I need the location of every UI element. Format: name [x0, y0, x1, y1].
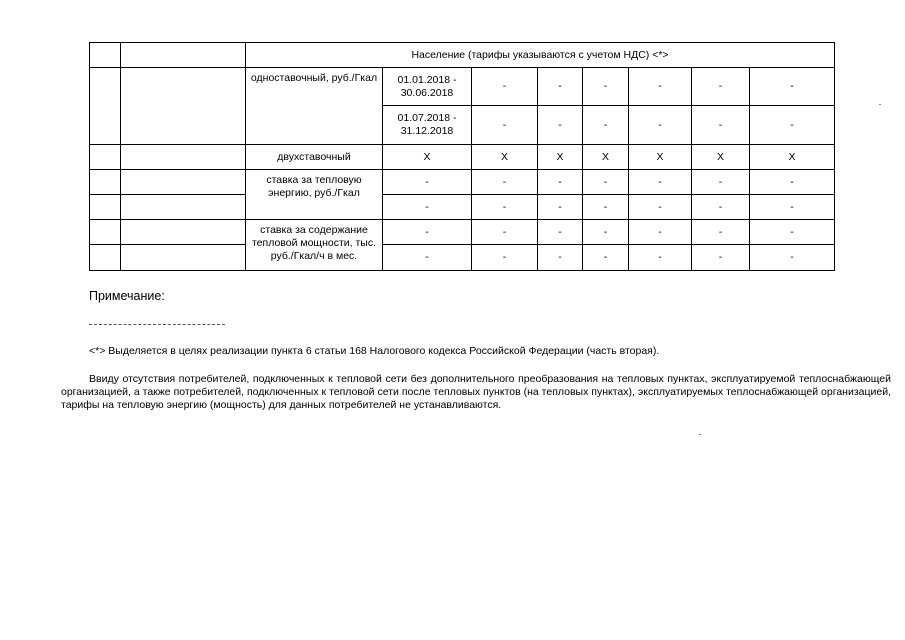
table-cell: X [538, 145, 583, 170]
note-heading: Примечание: [89, 289, 165, 303]
table-row [90, 245, 835, 271]
table-cell: - [750, 170, 835, 195]
table-cell: - [538, 106, 583, 145]
table-row [90, 145, 835, 170]
table-cell: - [538, 170, 583, 195]
table-cell: X [472, 145, 538, 170]
table-cell: - [472, 245, 538, 271]
energy-rate-label: ставка за тепловую энергию, руб./Гкал [246, 170, 383, 220]
table-cell: - [538, 68, 583, 106]
footnote-text: <*> Выделяется в целях реализации пункта 6 статьи 168 Налогового кодекса Российской Федерации (часть вторая). [89, 345, 660, 357]
table-row [90, 68, 835, 106]
table-cell: X [583, 145, 629, 170]
table-row [90, 220, 835, 245]
table-cell: - [583, 68, 629, 106]
table-cell: - [383, 195, 472, 220]
table-cell: - [750, 68, 835, 106]
table-cell: - [383, 170, 472, 195]
table-cell [121, 145, 246, 170]
table-cell: - [472, 106, 538, 145]
table-cell [90, 220, 121, 245]
table-cell [90, 195, 121, 220]
table-cell: - [692, 106, 750, 145]
table-cell: - [583, 220, 629, 245]
table-cell: - [383, 245, 472, 271]
period-label: 01.01.2018 - 30.06.2018 [383, 68, 472, 106]
footnote-separator [89, 324, 225, 325]
table-cell: - [472, 195, 538, 220]
scan-speck [699, 434, 701, 435]
table-cell: X [629, 145, 692, 170]
note-paragraph: Ввиду отсутствия потребителей, подключенных к тепловой сети без дополнительного преобразования на тепловых пунктах, эксплуатируемой теплоснабжающей организацией, а также потребителей, подключенных к тепловой сети после тепловых пунктов (на тепловых пунктах), эксплуатируемых теплоснабжающей организацией, тарифы на тепловую энергию (мощность) для данных потребителей не устанавливаются. [61, 373, 891, 411]
table-cell: - [472, 68, 538, 106]
table-cell: - [692, 220, 750, 245]
table-cell [121, 195, 246, 220]
table-cell [90, 245, 121, 271]
table-cell: - [583, 245, 629, 271]
table-cell: - [383, 220, 472, 245]
table-row [90, 170, 835, 195]
table-cell [121, 170, 246, 195]
table-cell [121, 245, 246, 271]
table-cell: - [538, 245, 583, 271]
table-cell: - [629, 195, 692, 220]
table-cell: - [629, 245, 692, 271]
table-cell: - [750, 245, 835, 271]
table-cell: - [750, 106, 835, 145]
table-cell: - [629, 170, 692, 195]
population-header: Население (тарифы указываются с учетом НДС) <*> [246, 43, 835, 68]
table-cell: - [472, 220, 538, 245]
table-cell: X [692, 145, 750, 170]
table-cell [121, 68, 246, 145]
table-cell [90, 43, 121, 68]
tariff-table [89, 42, 835, 271]
table-cell: - [750, 220, 835, 245]
table-cell: X [383, 145, 472, 170]
two-rate-label: двухставочный [246, 145, 383, 170]
table-cell [121, 43, 246, 68]
table-cell: - [692, 245, 750, 271]
table-header-row [90, 43, 835, 68]
table-cell [90, 145, 121, 170]
table-cell: - [692, 170, 750, 195]
table-cell: - [538, 220, 583, 245]
table-cell: - [629, 68, 692, 106]
table-cell: - [750, 195, 835, 220]
table-row [90, 195, 835, 220]
table-cell: - [629, 220, 692, 245]
table-cell [121, 220, 246, 245]
table-cell: - [472, 170, 538, 195]
one-rate-label: одноставочный, руб./Гкал [246, 68, 383, 145]
table-cell: - [583, 106, 629, 145]
table-cell [90, 170, 121, 195]
table-cell: - [583, 170, 629, 195]
scan-speck [879, 104, 881, 105]
table-cell: X [750, 145, 835, 170]
table-cell [90, 68, 121, 145]
table-cell: - [583, 195, 629, 220]
period-label: 01.07.2018 - 31.12.2018 [383, 106, 472, 145]
table-cell: - [538, 195, 583, 220]
capacity-rate-label: ставка за содержание тепловой мощности, тыс. руб./Гкал/ч в мес. [246, 220, 383, 271]
table-cell: - [692, 68, 750, 106]
table-cell: - [629, 106, 692, 145]
table-cell: - [692, 195, 750, 220]
